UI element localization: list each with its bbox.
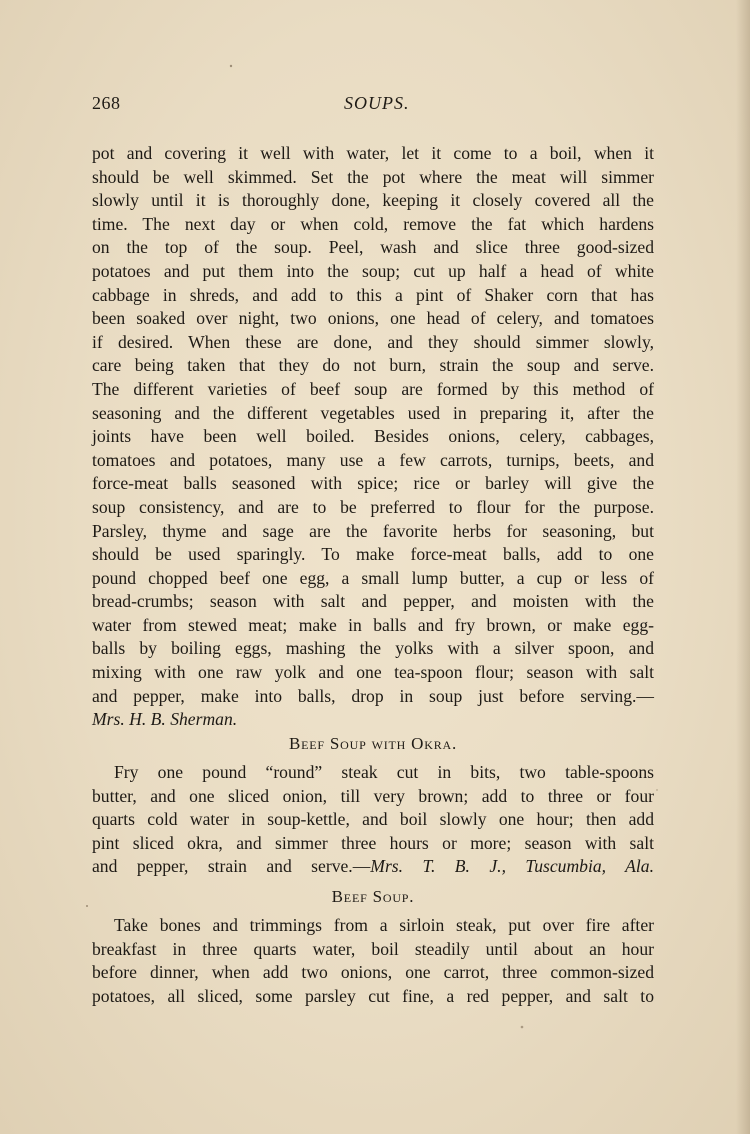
recipe-text: [92, 761, 654, 879]
text-line: mixing with one raw yolk and one tea-spoon flour; season with salt: [92, 662, 654, 683]
text-line: pot and covering it well with water, let it come to a boil, when it: [92, 143, 654, 163]
text-line: before dinner, when add two onions, one carrot, three common-sized: [92, 962, 654, 983]
text-line: [92, 855, 654, 879]
text-line: bread-crumbs; season with salt and pepper, and moisten with the: [92, 591, 654, 612]
text-line: Take bones and trimmings from a sirloin steak, put over fire after: [114, 915, 654, 935]
text-line: should be well skimmed. Set the pot where the meat will simmer: [92, 166, 654, 187]
recipe-text: [92, 914, 654, 1008]
text-line: Fry one pound “round” steak cut in bits, two table-spoons: [114, 762, 654, 782]
page-edge-shadow: [736, 0, 750, 1134]
text-line: should be used sparingly. To make force-meat balls, add to one: [92, 544, 654, 565]
text-line: quarts cold water in soup-kettle, and boil slowly one hour; then add: [92, 809, 654, 830]
text-line: Parsley, thyme and sage are the favorite herbs for seasoning, but: [92, 520, 654, 541]
text-line: pint sliced okra, and simmer three hours or more; season with salt: [92, 832, 654, 853]
running-head: SOUPS.: [344, 93, 410, 113]
recipe-title: Beef Soup with Okra.: [288, 734, 458, 753]
text-line: joints have been well boiled. Besides onions, celery, cabbages,: [92, 426, 654, 447]
text-fragment: and pepper, strain and serve.—: [92, 856, 371, 877]
attribution: Mrs. H. B. Sherman.: [92, 709, 238, 730]
text-line: potatoes, all sliced, some parsley cut fine, a red pepper, and salt to: [92, 985, 654, 1006]
text-line: The different varieties of beef soup are formed by this method of: [92, 378, 654, 399]
page-header: [92, 93, 654, 123]
text-line: been soaked over night, two onions, one head of celery, and tomatoes: [92, 308, 654, 329]
text-line: cabbage in shreds, and add to this a pint of Shaker corn that has: [92, 284, 654, 305]
text-line: water from stewed meat; make in balls and fry brown, or make egg-: [92, 614, 654, 635]
recipe-title: Beef Soup.: [331, 887, 415, 906]
text-line: potatoes and put them into the soup; cut up half a head of white: [92, 260, 654, 281]
page-number: 268: [92, 93, 121, 113]
continued-recipe-text: [92, 142, 654, 732]
text-line: if desired. When these are done, and they should simmer slowly,: [92, 331, 654, 352]
attribution: Mrs. T. B. J., Tuscumbia, Ala.: [370, 856, 654, 877]
text-line: tomatoes and potatoes, many use a few carrots, turnips, beets, and: [92, 449, 654, 470]
text-line: time. The next day or when cold, remove the fat which hardens: [92, 213, 654, 234]
text-line: and pepper, make into balls, drop in soup just before serving.—: [92, 685, 654, 706]
text-line: seasoning and the different vegetables used in preparing it, after the: [92, 402, 654, 423]
text-line: balls by boiling eggs, mashing the yolks with a silver spoon, and: [92, 638, 654, 659]
text-line: pound chopped beef one egg, a small lump butter, a cup or less of: [92, 567, 654, 588]
text-line: slowly until it is thoroughly done, keeping it closely covered all the: [92, 190, 654, 211]
text-line: breakfast in three quarts water, boil steadily until about an hour: [92, 938, 654, 959]
text-line: force-meat balls seasoned with spice; rice or barley will give the: [92, 473, 654, 494]
text-line: care being taken that they do not burn, strain the soup and serve.: [92, 355, 654, 376]
text-line: [92, 708, 654, 732]
text-line: on the top of the soup. Peel, wash and slice three good-sized: [92, 237, 654, 258]
text-line: butter, and one sliced onion, till very brown; add to three or four: [92, 785, 654, 806]
text-line: soup consistency, and are to be preferred to flour for the purpose.: [92, 496, 654, 517]
